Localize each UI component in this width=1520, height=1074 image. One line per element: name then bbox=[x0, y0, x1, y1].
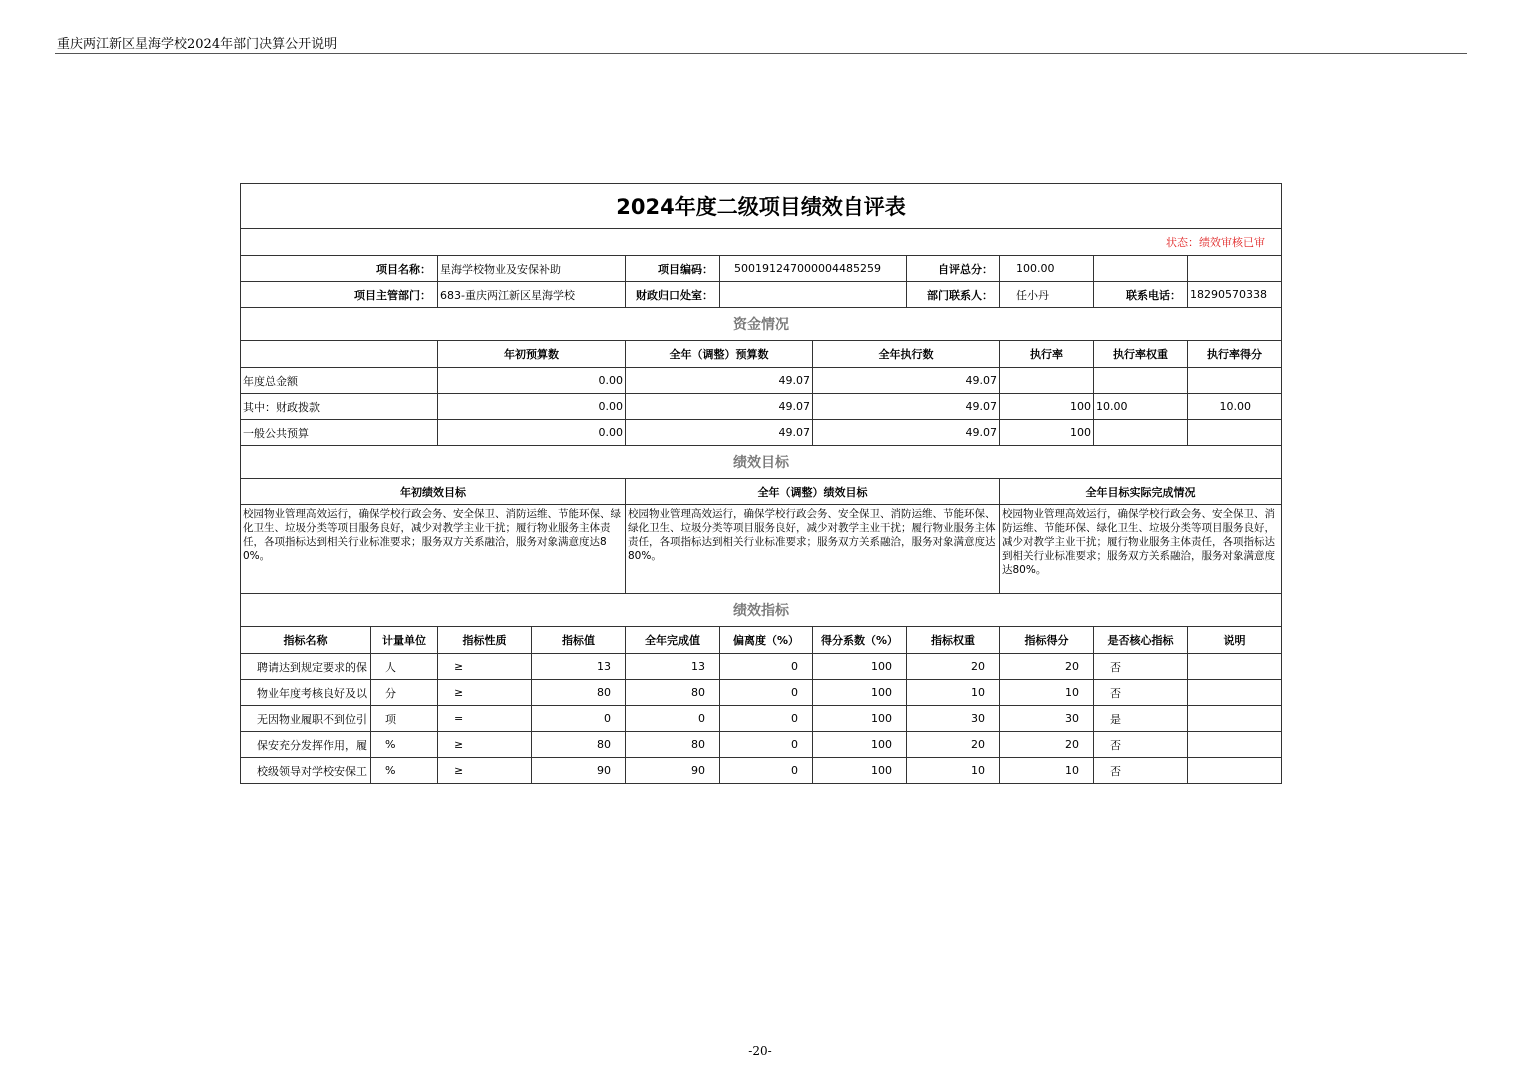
indicator-cell: 否 bbox=[1094, 680, 1188, 706]
indicator-cell: 0 bbox=[720, 758, 813, 784]
indicator-cell bbox=[1188, 654, 1282, 680]
funds-cell: 49.07 bbox=[626, 420, 813, 446]
dept-label: 项目主管部门： bbox=[241, 282, 438, 308]
funds-cell: 0.00 bbox=[438, 394, 626, 420]
goals-header-row bbox=[241, 479, 1282, 505]
goals-text-row bbox=[241, 505, 1282, 594]
funds-header: 执行率 bbox=[1000, 341, 1094, 368]
indicator-cell: 80 bbox=[532, 680, 626, 706]
indicator-cell: 0 bbox=[720, 680, 813, 706]
funds-header: 执行率权重 bbox=[1094, 341, 1188, 368]
indicator-row bbox=[241, 654, 1282, 680]
performance-self-evaluation-form bbox=[240, 183, 1282, 784]
indicator-cell: 10 bbox=[1000, 680, 1094, 706]
finance-label: 财政归口处室： bbox=[626, 282, 720, 308]
info-row-1 bbox=[241, 256, 1282, 282]
indicator-cell: ≥ bbox=[438, 680, 532, 706]
indicator-cell: 30 bbox=[1000, 706, 1094, 732]
indicator-cell: 否 bbox=[1094, 732, 1188, 758]
indicator-cell: 0 bbox=[720, 732, 813, 758]
indicator-cell bbox=[1188, 706, 1282, 732]
indicator-cell: 20 bbox=[907, 654, 1000, 680]
indicator-header: 指标得分 bbox=[1000, 627, 1094, 654]
indicator-cell: 否 bbox=[1094, 654, 1188, 680]
indicator-cell: 100 bbox=[813, 732, 907, 758]
indicator-cell: 0 bbox=[720, 654, 813, 680]
funds-cell bbox=[1094, 368, 1188, 394]
score-label: 自评总分： bbox=[907, 256, 1000, 282]
indicator-cell: ≥ bbox=[438, 732, 532, 758]
goals-section-title: 绩效目标 bbox=[241, 446, 1282, 479]
indicator-cell: 0 bbox=[532, 706, 626, 732]
project-name-value: 星海学校物业及安保补助 bbox=[438, 256, 626, 282]
indicator-cell: 是 bbox=[1094, 706, 1188, 732]
indicator-cell: 90 bbox=[532, 758, 626, 784]
indicator-cell: 100 bbox=[813, 758, 907, 784]
project-code-value: 500191247000004485259 bbox=[720, 256, 907, 282]
funds-cell bbox=[1000, 368, 1094, 394]
indicator-header: 是否核心指标 bbox=[1094, 627, 1188, 654]
indicator-cell: % bbox=[371, 758, 438, 784]
indicator-cell: 人 bbox=[371, 654, 438, 680]
indicator-cell: 无因物业履职不到位引 bbox=[241, 706, 371, 732]
indicator-cell: 13 bbox=[532, 654, 626, 680]
indicator-cell: 10 bbox=[907, 758, 1000, 784]
funds-cell: 49.07 bbox=[813, 368, 1000, 394]
phone-value: 18290570338 bbox=[1188, 282, 1282, 308]
indicator-header: 说明 bbox=[1188, 627, 1282, 654]
indicator-header: 指标值 bbox=[532, 627, 626, 654]
status-text: 状态：绩效审核已审 bbox=[241, 229, 1282, 256]
funds-cell bbox=[1094, 420, 1188, 446]
funds-cell: 一般公共预算 bbox=[241, 420, 438, 446]
funds-header: 全年（调整）预算数 bbox=[626, 341, 813, 368]
indicator-row bbox=[241, 680, 1282, 706]
funds-header: 全年执行数 bbox=[813, 341, 1000, 368]
funds-cell bbox=[1188, 420, 1282, 446]
indicator-cell: 校级领导对学校安保工 bbox=[241, 758, 371, 784]
adjusted-goal-text: 校园物业管理高效运行，确保学校行政会务、安全保卫、消防运维、节能环保、绿化卫生、垃圾分类等项目服务良好，减少对教学主业干扰；履行物业服务主体责任，各项指标达到相关行业标准要求；服务双方关系融洽，服务对象满意度达80%。 bbox=[626, 505, 1000, 594]
header-divider bbox=[55, 53, 1467, 54]
indicator-header: 全年完成值 bbox=[626, 627, 720, 654]
project-name-label: 项目名称： bbox=[241, 256, 438, 282]
indicator-cell: 10 bbox=[907, 680, 1000, 706]
indicator-header: 得分系数（%） bbox=[813, 627, 907, 654]
contact-value: 任小丹 bbox=[1000, 282, 1094, 308]
indicator-cell: 13 bbox=[626, 654, 720, 680]
funds-cell: 49.07 bbox=[626, 394, 813, 420]
funds-header-row bbox=[241, 341, 1282, 368]
funds-header bbox=[241, 341, 438, 368]
indicator-cell bbox=[1188, 680, 1282, 706]
indicator-header: 偏离度（%） bbox=[720, 627, 813, 654]
funds-cell: 其中：财政拨款 bbox=[241, 394, 438, 420]
indicator-cell: 100 bbox=[813, 654, 907, 680]
indicators-section-title: 绩效指标 bbox=[241, 594, 1282, 627]
project-code-label: 项目编码： bbox=[626, 256, 720, 282]
funds-row bbox=[241, 394, 1282, 420]
indicator-cell: 80 bbox=[626, 732, 720, 758]
funds-section-title: 资金情况 bbox=[241, 308, 1282, 341]
indicator-cell: ≥ bbox=[438, 654, 532, 680]
indicator-cell: 聘请达到规定要求的保 bbox=[241, 654, 371, 680]
indicator-cell: = bbox=[438, 706, 532, 732]
indicator-cell bbox=[1188, 732, 1282, 758]
indicator-cell: 0 bbox=[720, 706, 813, 732]
indicator-cell: 20 bbox=[907, 732, 1000, 758]
score-value: 100.00 bbox=[1000, 256, 1094, 282]
phone-label: 联系电话： bbox=[1094, 282, 1188, 308]
funds-header: 年初预算数 bbox=[438, 341, 626, 368]
indicator-cell: 30 bbox=[907, 706, 1000, 732]
goals-header: 年初绩效目标 bbox=[241, 479, 626, 505]
funds-cell: 10.00 bbox=[1188, 394, 1282, 420]
blank-cell bbox=[1094, 256, 1188, 282]
document-header: 重庆两江新区星海学校2024年部门决算公开说明 bbox=[57, 37, 338, 52]
indicator-cell: 100 bbox=[813, 706, 907, 732]
funds-cell: 49.07 bbox=[813, 420, 1000, 446]
indicator-cell: 80 bbox=[626, 680, 720, 706]
indicator-cell: 10 bbox=[1000, 758, 1094, 784]
funds-cell: 10.00 bbox=[1094, 394, 1188, 420]
finance-value bbox=[720, 282, 907, 308]
funds-header: 执行率得分 bbox=[1188, 341, 1282, 368]
blank-cell bbox=[1188, 256, 1282, 282]
funds-cell: 0.00 bbox=[438, 368, 626, 394]
funds-cell: 0.00 bbox=[438, 420, 626, 446]
indicator-cell: 80 bbox=[532, 732, 626, 758]
indicator-row bbox=[241, 732, 1282, 758]
indicators-header-row bbox=[241, 627, 1282, 654]
funds-row bbox=[241, 420, 1282, 446]
funds-cell: 100 bbox=[1000, 420, 1094, 446]
indicator-header: 指标名称 bbox=[241, 627, 371, 654]
indicator-row bbox=[241, 706, 1282, 732]
indicator-cell: 项 bbox=[371, 706, 438, 732]
funds-cell: 49.07 bbox=[813, 394, 1000, 420]
dept-value: 683-重庆两江新区星海学校 bbox=[438, 282, 626, 308]
indicator-header: 计量单位 bbox=[371, 627, 438, 654]
form-title: 2024年度二级项目绩效自评表 bbox=[241, 184, 1282, 229]
indicator-cell bbox=[1188, 758, 1282, 784]
indicator-cell: % bbox=[371, 732, 438, 758]
indicator-cell: 保安充分发挥作用，履 bbox=[241, 732, 371, 758]
actual-completion-text: 校园物业管理高效运行，确保学校行政会务、安全保卫、消防运维、节能环保、绿化卫生、垃圾分类等项目服务良好，减少对教学主业干扰；履行物业服务主体责任，各项指标达到相关行业标准要求；服务双方关系融洽，服务对象满意度达80%。 bbox=[1000, 505, 1282, 594]
indicator-cell: 否 bbox=[1094, 758, 1188, 784]
indicator-cell: 物业年度考核良好及以 bbox=[241, 680, 371, 706]
funds-cell: 49.07 bbox=[626, 368, 813, 394]
contact-label: 部门联系人： bbox=[907, 282, 1000, 308]
goals-header: 全年目标实际完成情况 bbox=[1000, 479, 1282, 505]
indicator-cell: 90 bbox=[626, 758, 720, 784]
funds-cell: 100 bbox=[1000, 394, 1094, 420]
indicator-header: 指标权重 bbox=[907, 627, 1000, 654]
page-number: -20- bbox=[748, 1044, 772, 1058]
goals-header: 全年（调整）绩效目标 bbox=[626, 479, 1000, 505]
initial-goal-text: 校园物业管理高效运行，确保学校行政会务、安全保卫、消防运维、节能环保、绿化卫生、垃圾分类等项目服务良好，减少对教学主业干扰；履行物业服务主体责任，各项指标达到相关行业标准要求；服务双方关系融洽，服务对象满意度达80%。 bbox=[241, 505, 626, 594]
indicator-cell: 0 bbox=[626, 706, 720, 732]
indicator-cell: 分 bbox=[371, 680, 438, 706]
indicator-cell: 100 bbox=[813, 680, 907, 706]
indicator-cell: 20 bbox=[1000, 654, 1094, 680]
indicator-cell: ≥ bbox=[438, 758, 532, 784]
indicator-row bbox=[241, 758, 1282, 784]
funds-row bbox=[241, 368, 1282, 394]
funds-cell bbox=[1188, 368, 1282, 394]
funds-cell: 年度总金额 bbox=[241, 368, 438, 394]
indicator-cell: 20 bbox=[1000, 732, 1094, 758]
info-row-2 bbox=[241, 282, 1282, 308]
indicator-header: 指标性质 bbox=[438, 627, 532, 654]
